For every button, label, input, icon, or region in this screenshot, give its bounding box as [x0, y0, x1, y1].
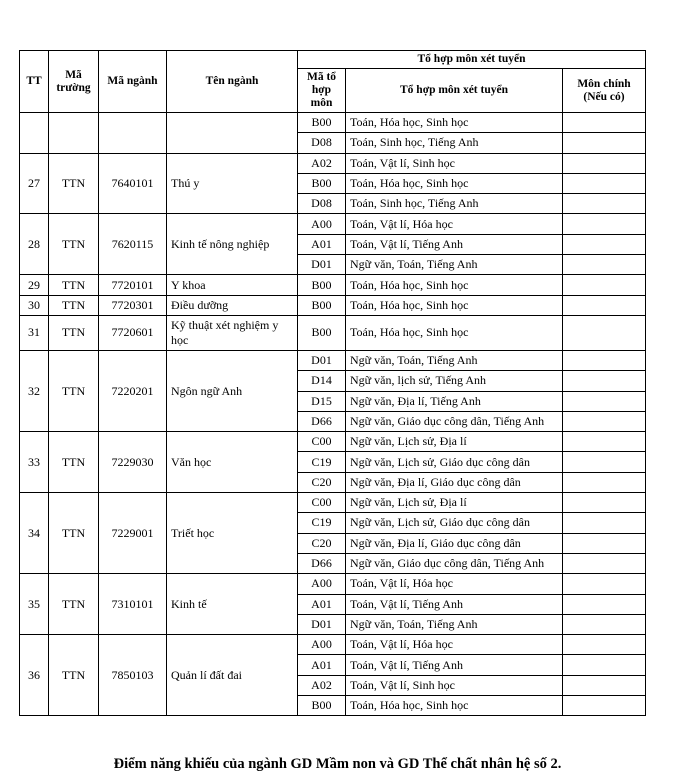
- tt-cell: 27: [20, 153, 49, 214]
- combination-subjects-cell: Ngữ văn, Lịch sử, Địa lí: [346, 432, 563, 452]
- combination-subjects-cell: Ngữ văn, Toán, Tiếng Anh: [346, 350, 563, 370]
- header-combination-group: Tổ hợp môn xét tuyển: [298, 51, 646, 69]
- main-subject-cell: [563, 194, 646, 214]
- main-subject-cell: [563, 614, 646, 634]
- major-name-cell: Kinh tế: [167, 574, 298, 635]
- combination-code-cell: B00: [298, 315, 346, 350]
- major-code-cell: 7720101: [99, 275, 167, 295]
- table-row: [20, 635, 646, 655]
- combination-code-cell: C20: [298, 472, 346, 492]
- main-subject-cell: [563, 315, 646, 350]
- tt-cell: 36: [20, 635, 49, 716]
- combination-code-cell: D01: [298, 614, 346, 634]
- combination-code-cell: A01: [298, 655, 346, 675]
- school-cell: TTN: [49, 432, 99, 493]
- combination-code-cell: A00: [298, 635, 346, 655]
- footer-note: Điểm năng khiếu của ngành GD Mầm non và GD Thể chất nhân hệ số 2.: [113, 756, 562, 772]
- combination-code-cell: B00: [298, 275, 346, 295]
- combination-code-cell: B00: [298, 295, 346, 315]
- school-cell: TTN: [49, 350, 99, 431]
- combination-subjects-cell: Toán, Hóa học, Sinh học: [346, 173, 563, 193]
- main-subject-cell: [563, 553, 646, 573]
- admission-table: [19, 50, 646, 716]
- combination-subjects-cell: Ngữ văn, Lịch sử, Giáo dục công dân: [346, 452, 563, 472]
- tt-cell: 28: [20, 214, 49, 275]
- tt-cell: 35: [20, 574, 49, 635]
- major-name-cell: Văn học: [167, 432, 298, 493]
- tt-cell: 29: [20, 275, 49, 295]
- school-cell: TTN: [49, 493, 99, 574]
- major-code-cell: 7310101: [99, 574, 167, 635]
- major-code-cell: 7720601: [99, 315, 167, 350]
- main-subject-cell: [563, 655, 646, 675]
- school-cell: TTN: [49, 295, 99, 315]
- main-subject-cell: [563, 675, 646, 695]
- major-name-cell: Kỹ thuật xét nghiệm y học: [167, 315, 298, 350]
- combination-subjects-cell: Ngữ văn, Lịch sử, Giáo dục công dân: [346, 513, 563, 533]
- main-subject-cell: [563, 472, 646, 492]
- major-name-cell: Điều dưỡng: [167, 295, 298, 315]
- main-subject-cell: [563, 234, 646, 254]
- table-row: [20, 214, 646, 234]
- combination-code-cell: A02: [298, 675, 346, 695]
- combination-subjects-cell: Toán, Vật lí, Tiếng Anh: [346, 234, 563, 254]
- main-subject-cell: [563, 696, 646, 716]
- main-subject-cell: [563, 214, 646, 234]
- combination-subjects-cell: Toán, Hóa học, Sinh học: [346, 295, 563, 315]
- combination-subjects-cell: Ngữ văn, Toán, Tiếng Anh: [346, 255, 563, 275]
- major-code-cell: 7220201: [99, 350, 167, 431]
- combination-subjects-cell: Toán, Hóa học, Sinh học: [346, 315, 563, 350]
- header-major-code: Mã ngành: [99, 51, 167, 113]
- combination-subjects-cell: Toán, Vật lí, Sinh học: [346, 675, 563, 695]
- combination-subjects-cell: Ngữ văn, Địa lí, Giáo dục công dân: [346, 472, 563, 492]
- combination-subjects-cell: Ngữ văn, Giáo dục công dân, Tiếng Anh: [346, 553, 563, 573]
- combination-code-cell: D08: [298, 133, 346, 153]
- school-cell: TTN: [49, 153, 99, 214]
- tt-cell: [20, 113, 49, 154]
- combination-subjects-cell: Ngữ văn, Địa lí, Tiếng Anh: [346, 391, 563, 411]
- combination-code-cell: A00: [298, 214, 346, 234]
- school-cell: TTN: [49, 315, 99, 350]
- combination-code-cell: C20: [298, 533, 346, 553]
- table-row: [20, 315, 646, 350]
- main-subject-cell: [563, 533, 646, 553]
- combination-code-cell: D08: [298, 194, 346, 214]
- major-code-cell: 7720301: [99, 295, 167, 315]
- main-subject-cell: [563, 255, 646, 275]
- header-combination-code: Mã tổ hợp môn: [298, 69, 346, 113]
- combination-subjects-cell: Ngữ văn, lịch sử, Tiếng Anh: [346, 371, 563, 391]
- combination-code-cell: C00: [298, 432, 346, 452]
- major-code-cell: 7229030: [99, 432, 167, 493]
- table-row: [20, 574, 646, 594]
- table-row: [20, 493, 646, 513]
- combination-subjects-cell: Toán, Sinh học, Tiếng Anh: [346, 133, 563, 153]
- main-subject-cell: [563, 173, 646, 193]
- main-subject-cell: [563, 371, 646, 391]
- school-cell: TTN: [49, 214, 99, 275]
- combination-code-cell: C00: [298, 493, 346, 513]
- major-name-cell: Quản lí đất đai: [167, 635, 298, 716]
- combination-code-cell: A01: [298, 234, 346, 254]
- combination-code-cell: B00: [298, 113, 346, 133]
- combination-subjects-cell: Ngữ văn, Lịch sử, Địa lí: [346, 493, 563, 513]
- main-subject-cell: [563, 513, 646, 533]
- table-row: [20, 275, 646, 295]
- tt-cell: 34: [20, 493, 49, 574]
- combination-subjects-cell: Toán, Vật lí, Tiếng Anh: [346, 594, 563, 614]
- combination-code-cell: A01: [298, 594, 346, 614]
- tt-cell: 33: [20, 432, 49, 493]
- main-subject-cell: [563, 452, 646, 472]
- combination-subjects-cell: Toán, Vật lí, Tiếng Anh: [346, 655, 563, 675]
- major-name-cell: [167, 113, 298, 154]
- main-subject-cell: [563, 594, 646, 614]
- main-subject-cell: [563, 391, 646, 411]
- main-subject-cell: [563, 635, 646, 655]
- combination-subjects-cell: Toán, Vật lí, Hóa học: [346, 574, 563, 594]
- table-row: [20, 153, 646, 173]
- table-header: [20, 51, 646, 113]
- header-school-code: Mã trường: [49, 51, 99, 113]
- combination-subjects-cell: Toán, Hóa học, Sinh học: [346, 275, 563, 295]
- main-subject-cell: [563, 113, 646, 133]
- major-code-cell: 7850103: [99, 635, 167, 716]
- major-code-cell: 7620115: [99, 214, 167, 275]
- major-name-cell: Triết học: [167, 493, 298, 574]
- table-row: [20, 432, 646, 452]
- major-name-cell: Ngôn ngữ Anh: [167, 350, 298, 431]
- combination-subjects-cell: Toán, Hóa học, Sinh học: [346, 113, 563, 133]
- combination-code-cell: D01: [298, 350, 346, 370]
- major-name-cell: Kinh tế nông nghiệp: [167, 214, 298, 275]
- major-code-cell: 7640101: [99, 153, 167, 214]
- table-row: [20, 350, 646, 370]
- major-code-cell: 7229001: [99, 493, 167, 574]
- main-subject-cell: [563, 411, 646, 431]
- table-row: [20, 113, 646, 133]
- school-cell: TTN: [49, 574, 99, 635]
- combination-code-cell: D15: [298, 391, 346, 411]
- combination-subjects-cell: Ngữ văn, Toán, Tiếng Anh: [346, 614, 563, 634]
- main-subject-cell: [563, 432, 646, 452]
- table-body: [20, 113, 646, 716]
- main-subject-cell: [563, 275, 646, 295]
- school-cell: [49, 113, 99, 154]
- main-subject-cell: [563, 133, 646, 153]
- combination-code-cell: D66: [298, 411, 346, 431]
- tt-cell: 32: [20, 350, 49, 431]
- header-main-subject: Môn chính (Nếu có): [563, 69, 646, 113]
- combination-subjects-cell: Ngữ văn, Giáo dục công dân, Tiếng Anh: [346, 411, 563, 431]
- main-subject-cell: [563, 493, 646, 513]
- admission-table-container: [19, 50, 646, 716]
- header-tt: TT: [20, 51, 49, 113]
- main-subject-cell: [563, 350, 646, 370]
- combination-code-cell: D01: [298, 255, 346, 275]
- combination-subjects-cell: Toán, Hóa học, Sinh học: [346, 696, 563, 716]
- combination-subjects-cell: Toán, Vật lí, Hóa học: [346, 214, 563, 234]
- combination-subjects-cell: Ngữ văn, Địa lí, Giáo dục công dân: [346, 533, 563, 553]
- main-subject-cell: [563, 153, 646, 173]
- combination-code-cell: B00: [298, 696, 346, 716]
- header-major-name: Tên ngành: [167, 51, 298, 113]
- combination-subjects-cell: Toán, Vật lí, Hóa học: [346, 635, 563, 655]
- combination-code-cell: C19: [298, 513, 346, 533]
- major-code-cell: [99, 113, 167, 154]
- school-cell: TTN: [49, 635, 99, 716]
- combination-subjects-cell: Toán, Vật lí, Sinh học: [346, 153, 563, 173]
- combination-code-cell: D66: [298, 553, 346, 573]
- main-subject-cell: [563, 574, 646, 594]
- combination-code-cell: A00: [298, 574, 346, 594]
- table-row: [20, 295, 646, 315]
- combination-code-cell: C19: [298, 452, 346, 472]
- combination-subjects-cell: Toán, Sinh học, Tiếng Anh: [346, 194, 563, 214]
- tt-cell: 31: [20, 315, 49, 350]
- combination-code-cell: A02: [298, 153, 346, 173]
- major-name-cell: Thú y: [167, 153, 298, 214]
- major-name-cell: Y khoa: [167, 275, 298, 295]
- main-subject-cell: [563, 295, 646, 315]
- combination-code-cell: B00: [298, 173, 346, 193]
- school-cell: TTN: [49, 275, 99, 295]
- header-combination-subjects: Tổ hợp môn xét tuyển: [346, 69, 563, 113]
- tt-cell: 30: [20, 295, 49, 315]
- combination-code-cell: D14: [298, 371, 346, 391]
